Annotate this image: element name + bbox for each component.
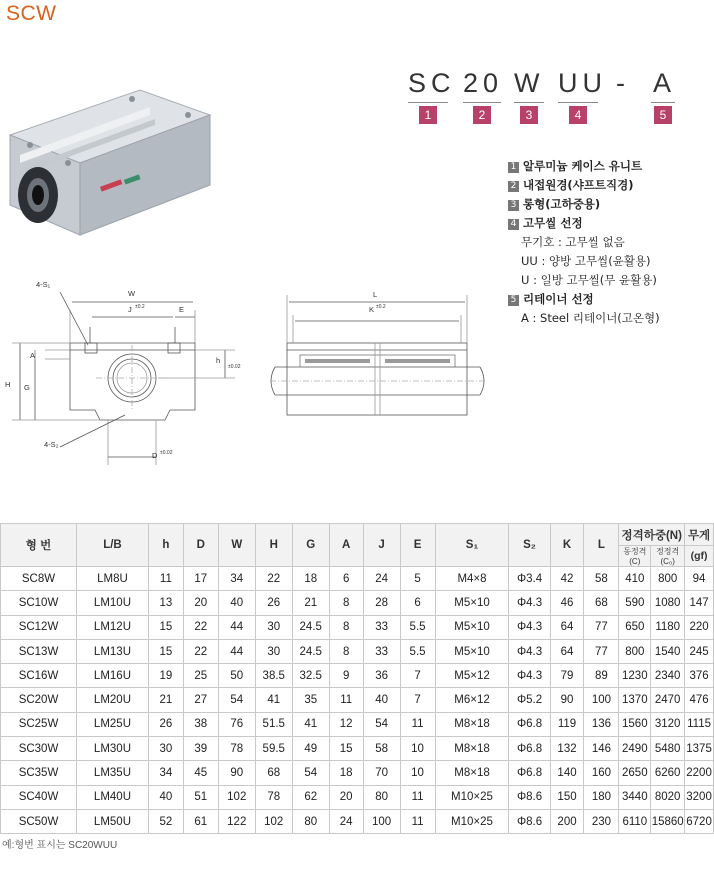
table-row (1, 688, 714, 712)
header-lb: L/B (77, 524, 149, 567)
table-cell: 32.5 (292, 664, 329, 688)
table-cell: 2650 (619, 761, 651, 785)
header-s2: S₂ (509, 524, 550, 567)
table-cell: LM40U (77, 785, 149, 809)
table-cell: M8×18 (435, 712, 509, 736)
product-image (0, 85, 215, 245)
table-cell: LM13U (77, 639, 149, 663)
table-cell: 18 (329, 761, 363, 785)
header-model: 형 번 (1, 524, 77, 567)
dim-label-j: J (128, 305, 132, 314)
dim-label-d-tol: ±0.02 (160, 450, 173, 456)
header-h: H (255, 524, 292, 567)
table-cell: Φ8.6 (509, 785, 550, 809)
table-cell: 26 (255, 591, 292, 615)
table-cell: 78 (218, 737, 255, 761)
dim-label-g: G (24, 383, 30, 392)
table-cell: 11 (148, 567, 183, 591)
table-cell: 59.5 (255, 737, 292, 761)
table-cell: Φ4.3 (509, 639, 550, 663)
legend-num: 1 (508, 162, 519, 173)
dim-label-s1: 4-S₁ (36, 280, 51, 289)
table-cell: 1230 (619, 664, 651, 688)
table-cell: 5.5 (400, 639, 435, 663)
table-cell: 2200 (685, 761, 714, 785)
table-cell: 8 (329, 639, 363, 663)
legend-num: 2 (508, 181, 519, 192)
table-cell: 68 (255, 761, 292, 785)
table-cell: 44 (218, 639, 255, 663)
table-cell: SC25W (1, 712, 77, 736)
table-cell: 21 (148, 688, 183, 712)
table-cell: 147 (685, 591, 714, 615)
dim-label-l: L (373, 290, 378, 299)
table-cell: 40 (363, 688, 400, 712)
table-cell: 41 (292, 712, 329, 736)
table-cell: 122 (218, 809, 255, 833)
table-cell: 78 (255, 785, 292, 809)
header-j: J (363, 524, 400, 567)
header-w: W (218, 524, 255, 567)
header-load-dynamic: 동정격(C) (619, 546, 651, 567)
table-cell: M5×10 (435, 591, 509, 615)
table-cell: M10×25 (435, 785, 509, 809)
header-h-small: h (148, 524, 183, 567)
table-cell: 94 (685, 567, 714, 591)
table-cell: 2470 (651, 688, 685, 712)
code-num-1: 1 (419, 106, 437, 124)
code-seg-1: SC (408, 68, 456, 98)
table-cell: 140 (550, 761, 584, 785)
header-e: E (400, 524, 435, 567)
legend-sub: 무기호 : 고무씰 없음 (521, 235, 625, 249)
table-cell: 7 (400, 664, 435, 688)
table-cell: 800 (619, 639, 651, 663)
table-cell: Φ6.8 (509, 761, 550, 785)
table-cell: 3120 (651, 712, 685, 736)
legend-sub: U : 일방 고무씰(무 윤활용) (521, 273, 657, 287)
table-cell: 150 (550, 785, 584, 809)
legend-text: 고무씰 선정 (523, 216, 583, 230)
table-cell: Φ5.2 (509, 688, 550, 712)
code-num-5: 5 (654, 106, 672, 124)
table-cell: 132 (550, 737, 584, 761)
table-cell: 20 (183, 591, 218, 615)
table-cell: 24.5 (292, 639, 329, 663)
table-cell: 15 (148, 615, 183, 639)
table-cell: 10 (400, 737, 435, 761)
table-cell: 160 (584, 761, 619, 785)
dim-label-j-tol: ±0.2 (135, 304, 145, 310)
dim-label-k-tol: ±0.2 (376, 304, 386, 310)
table-row (1, 664, 714, 688)
table-cell: 102 (255, 809, 292, 833)
legend-num: 4 (508, 219, 519, 230)
table-cell: 49 (292, 737, 329, 761)
table-cell: 39 (183, 737, 218, 761)
table-cell: 1375 (685, 737, 714, 761)
table-cell: 77 (584, 615, 619, 639)
table-cell: 26 (148, 712, 183, 736)
table-cell: 24 (329, 809, 363, 833)
table-cell: 102 (218, 785, 255, 809)
code-seg-2: 20 (463, 68, 504, 98)
table-cell: 42 (550, 567, 584, 591)
footnote: 예:형번 표시는 SC20WUU (2, 840, 118, 851)
table-cell: 200 (550, 809, 584, 833)
table-cell: 1370 (619, 688, 651, 712)
table-cell: 1540 (651, 639, 685, 663)
table-cell: 21 (292, 591, 329, 615)
spec-table (0, 523, 714, 834)
table-cell: 10 (400, 761, 435, 785)
table-cell: Φ8.6 (509, 809, 550, 833)
table-cell: 5.5 (400, 615, 435, 639)
table-cell: Φ4.3 (509, 664, 550, 688)
table-cell: 19 (148, 664, 183, 688)
table-cell: 89 (584, 664, 619, 688)
table-cell: 38 (183, 712, 218, 736)
table-cell: SC8W (1, 567, 77, 591)
table-cell: SC40W (1, 785, 77, 809)
header-k: K (550, 524, 584, 567)
table-cell: SC16W (1, 664, 77, 688)
spec-table-body (1, 567, 714, 834)
table-row (1, 761, 714, 785)
header-load-static: 정정격(C₀) (651, 546, 685, 567)
table-cell: 40 (218, 591, 255, 615)
table-cell: 30 (255, 639, 292, 663)
table-cell: 6720 (685, 809, 714, 833)
table-cell: LM20U (77, 688, 149, 712)
table-cell: SC50W (1, 809, 77, 833)
table-cell: 80 (292, 809, 329, 833)
table-cell: 33 (363, 615, 400, 639)
table-cell: 220 (685, 615, 714, 639)
table-cell: 54 (363, 712, 400, 736)
table-cell: SC30W (1, 737, 77, 761)
table-cell: 22 (183, 639, 218, 663)
table-cell: 79 (550, 664, 584, 688)
table-cell: 100 (363, 809, 400, 833)
table-cell: 34 (148, 761, 183, 785)
table-cell: LM10U (77, 591, 149, 615)
table-cell: 8 (329, 615, 363, 639)
table-cell: M6×12 (435, 688, 509, 712)
header-weight: 무게 (685, 524, 714, 546)
table-cell: 6 (400, 591, 435, 615)
table-cell: 15 (329, 737, 363, 761)
table-cell: 22 (255, 567, 292, 591)
dim-label-e: E (179, 305, 185, 314)
table-row (1, 809, 714, 833)
table-cell: 62 (292, 785, 329, 809)
legend-sub: A : Steel 리테이너(고온형) (521, 311, 660, 325)
table-cell: 7 (400, 688, 435, 712)
dim-label-d: D (152, 451, 158, 460)
table-cell: 77 (584, 639, 619, 663)
dim-label-k: K (369, 305, 375, 314)
table-cell: LM30U (77, 737, 149, 761)
dim-label-s2: 4-S₂ (44, 440, 59, 449)
table-cell: 58 (363, 737, 400, 761)
table-cell: 15860 (651, 809, 685, 833)
table-cell: M8×18 (435, 761, 509, 785)
table-cell: 1115 (685, 712, 714, 736)
table-cell: 33 (363, 639, 400, 663)
side-view-drawing (265, 275, 495, 450)
table-cell: LM12U (77, 615, 149, 639)
table-cell: 28 (363, 591, 400, 615)
code-seg-3: W (514, 68, 545, 98)
table-cell: 230 (584, 809, 619, 833)
table-cell: 376 (685, 664, 714, 688)
table-cell: 11 (400, 809, 435, 833)
dim-label-h-tol: ±0.02 (228, 364, 241, 370)
table-row (1, 567, 714, 591)
code-seg-5: A (653, 68, 677, 98)
table-cell: SC35W (1, 761, 77, 785)
table-cell: 8 (329, 591, 363, 615)
page-title: SCW (6, 2, 57, 25)
legend-num: 5 (508, 295, 519, 306)
table-cell: 40 (148, 785, 183, 809)
table-cell: M5×10 (435, 615, 509, 639)
table-row (1, 712, 714, 736)
table-cell: 6260 (651, 761, 685, 785)
table-cell: Φ6.8 (509, 737, 550, 761)
table-cell: LM35U (77, 761, 149, 785)
table-cell: 1560 (619, 712, 651, 736)
table-cell: 2490 (619, 737, 651, 761)
table-cell: 1080 (651, 591, 685, 615)
table-cell: 650 (619, 615, 651, 639)
table-cell: 9 (329, 664, 363, 688)
table-cell: 36 (363, 664, 400, 688)
table-cell: Φ3.4 (509, 567, 550, 591)
table-cell: 22 (183, 615, 218, 639)
table-cell: SC12W (1, 615, 77, 639)
header-a: A (329, 524, 363, 567)
code-num-4: 4 (569, 106, 587, 124)
table-cell: LM50U (77, 809, 149, 833)
header-g: G (292, 524, 329, 567)
table-cell: 1180 (651, 615, 685, 639)
table-cell: 44 (218, 615, 255, 639)
table-cell: 41 (255, 688, 292, 712)
table-cell: 11 (400, 785, 435, 809)
table-cell: 46 (550, 591, 584, 615)
table-cell: 51 (183, 785, 218, 809)
legend-text: 리테이너 선정 (523, 292, 594, 306)
table-cell: M8×18 (435, 737, 509, 761)
table-cell: SC20W (1, 688, 77, 712)
table-cell: 64 (550, 639, 584, 663)
table-cell: 6 (329, 567, 363, 591)
table-cell: 100 (584, 688, 619, 712)
table-cell: 30 (255, 615, 292, 639)
table-cell: 58 (584, 567, 619, 591)
table-cell: 34 (218, 567, 255, 591)
table-cell: LM25U (77, 712, 149, 736)
table-cell: 12 (329, 712, 363, 736)
header-load: 정격하중(N) (619, 524, 685, 546)
table-cell: 38.5 (255, 664, 292, 688)
table-cell: 5480 (651, 737, 685, 761)
code-seg-dash: - (616, 68, 630, 98)
legend-text: 롱형(고하중용) (523, 197, 601, 211)
table-cell: 24.5 (292, 615, 329, 639)
table-cell: 3200 (685, 785, 714, 809)
code-num-3: 3 (520, 106, 538, 124)
table-cell: 90 (218, 761, 255, 785)
table-cell: 15 (148, 639, 183, 663)
table-cell: LM8U (77, 567, 149, 591)
table-cell: 476 (685, 688, 714, 712)
table-cell: 180 (584, 785, 619, 809)
table-cell: 8020 (651, 785, 685, 809)
table-cell: 52 (148, 809, 183, 833)
table-cell: 80 (363, 785, 400, 809)
header-d: D (183, 524, 218, 567)
header-weight-unit: (gf) (685, 546, 714, 567)
table-cell: Φ4.3 (509, 591, 550, 615)
header-l: L (584, 524, 619, 567)
table-row (1, 615, 714, 639)
table-cell: 410 (619, 567, 651, 591)
table-cell: 51.5 (255, 712, 292, 736)
table-row (1, 591, 714, 615)
dim-label-a: A (30, 351, 36, 360)
dim-label-h: H (5, 380, 11, 389)
table-cell: 20 (329, 785, 363, 809)
table-cell: 64 (550, 615, 584, 639)
table-cell: M5×10 (435, 639, 509, 663)
table-cell: 800 (651, 567, 685, 591)
table-cell: LM16U (77, 664, 149, 688)
table-cell: Φ4.3 (509, 615, 550, 639)
legend (508, 157, 660, 328)
legend-sub: UU : 양방 고무씰(윤활용) (521, 254, 651, 268)
table-cell: 18 (292, 567, 329, 591)
table-cell: SC13W (1, 639, 77, 663)
front-view-drawing (0, 275, 250, 470)
table-cell: 6110 (619, 809, 651, 833)
table-cell: M5×12 (435, 664, 509, 688)
table-cell: 50 (218, 664, 255, 688)
table-cell: 17 (183, 567, 218, 591)
table-cell: 13 (148, 591, 183, 615)
table-cell: 68 (584, 591, 619, 615)
table-cell: 11 (400, 712, 435, 736)
table-cell: 76 (218, 712, 255, 736)
dim-label-h-small: h (216, 356, 221, 365)
table-cell: 2340 (651, 664, 685, 688)
legend-text: 알루미늄 케이스 유니트 (523, 159, 643, 173)
table-cell: M4×8 (435, 567, 509, 591)
model-code (408, 68, 708, 138)
table-cell: 5 (400, 567, 435, 591)
table-cell: 61 (183, 809, 218, 833)
table-cell: 136 (584, 712, 619, 736)
table-cell: 54 (218, 688, 255, 712)
code-seg-4: UU (558, 68, 607, 98)
table-cell: SC10W (1, 591, 77, 615)
dim-label-w: W (128, 289, 136, 298)
table-row (1, 639, 714, 663)
table-cell: Φ6.8 (509, 712, 550, 736)
table-cell: 24 (363, 567, 400, 591)
code-num-2: 2 (473, 106, 491, 124)
table-row (1, 785, 714, 809)
table-cell: 27 (183, 688, 218, 712)
table-cell: 45 (183, 761, 218, 785)
table-cell: 30 (148, 737, 183, 761)
legend-num: 3 (508, 200, 519, 211)
table-cell: 3440 (619, 785, 651, 809)
table-cell: M10×25 (435, 809, 509, 833)
header-s1: S₁ (435, 524, 509, 567)
table-cell: 245 (685, 639, 714, 663)
table-cell: 25 (183, 664, 218, 688)
table-cell: 119 (550, 712, 584, 736)
table-cell: 11 (329, 688, 363, 712)
table-cell: 70 (363, 761, 400, 785)
table-cell: 35 (292, 688, 329, 712)
table-cell: 146 (584, 737, 619, 761)
table-row (1, 737, 714, 761)
table-cell: 90 (550, 688, 584, 712)
table-cell: 590 (619, 591, 651, 615)
table-cell: 54 (292, 761, 329, 785)
legend-text: 내접원경(샤프트직경) (523, 178, 634, 192)
